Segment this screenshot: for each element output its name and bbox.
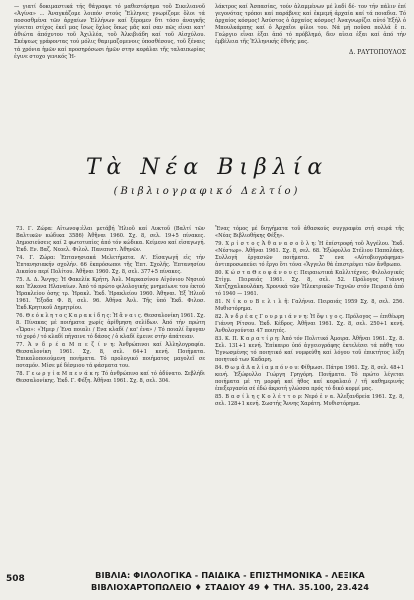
- advertisement-footer: [0, 566, 414, 596]
- author-signature: Δ. ΡΑΥΤΟΠΟΥΛΟΣ: [348, 48, 406, 56]
- intro-columns: [14, 4, 406, 61]
- book-entry: 82. Ἀ ν δ ρ έ α ς Γ ο υ ρ μ ι ά ν ν η: Ἡ ὄψ ι γ ο ς. Πρόλογος — ἐπιθέωρη Γιάννη Ρίτσου. Ἐκδ. Κέδρος. Ἀθῆναι 1961. Σχ. 8, σελ. 250+1 κενή. Ἀνθολογούνται 47 ποιητές.: [215, 314, 404, 334]
- page-number: 508: [6, 574, 25, 584]
- book-entry: 74. Γ. Ζώρα: Ἐπτανησιακά Μελετήματα. Α'. Εἰσαγωγή εἰς τήν Ἐπτανησιακήν σχολήν. 66 ἐκπρόσωποι τῆς Ἐπτ. Σχολῆς. Ἐπτανησίου Δικαίου περί Πολίτου. Ἀθῆναι 1960. Σχ. 8, σελ. 377+5 πίνακες.: [16, 255, 205, 275]
- book-entry: 77. Ἀ ν δ ρ έ α Μ π ε ζ ί ν η: Ἀνθρώπινοι καί Ἀλληλογραφία. Θεσσαλονίκη 1961. Σχ. 8, σελ. 64+1 κενή. Ποιήματα. Ἐπικαλοποιούμενη ποιήματα. Τό προλογικό ποιήματος μαγολεῖ σε ποταμόν. Μίσε μέ δέσμιου τά φάσματα του.: [16, 342, 205, 369]
- book-entry: 83. Κ. Π. Κ α ρ α τ ί ρ η: Ἀπό τόν Πολιτικό Ἀμοιρα. Ἀθῆναι 1961. Σχ. 8. Σελ. 131+1 κενή. Ἐπίκαιρο ὑπό ἀγγειογράφης ἐκτελέσει τά πάθη του Ἐγνωσμένης τό ποιητικό καί νυμφεύθη καί λόγου τοῦ ἐπικτήτος λέξη ποιητικό των Καδαρη.: [215, 336, 404, 363]
- book-entry: 79. Χ ρ ί σ τ ο ς Ἀ θ α ν α σ ο ῦ λ η: Ἡ ἐπίστροφή τοῦ Ἀγγέλου. Ἐκδ. «Νέστωρ». Ἀθῆναι 1961. Σχ. 8, σελ. 68. Ἐξώφυλλο Στέλιου Παπαλάκη. Συλλογή ἐργασιῶν ποιήματα. Σ' ενα «Αὐτοβιογράφημα» ἀντιπροσωπεύει τό ἔργο ὅτι τόνα «Ἄγγελο θά ἐπιστρέψει τῶν ἄνθρωπο.: [215, 241, 404, 268]
- book-entries: [16, 226, 404, 409]
- section-subtitle: (Βιβλιογραφικό Δελτίο): [113, 186, 301, 197]
- book-entry: 78. Γ ε ω ρ γ ί α Μ π ε ν ά κ η: Τό ἀνθρώπινο καί τό ἀδύνατο. Σεβλήδι Θεσσαλονίκης. Ἐκδ. Γ. Φέξη. Ἀθῆναι 1961. Σχ. 8, σελ. 304.: [16, 371, 205, 384]
- book-entry: 84. Θ ω μ ᾶ Δ α λ ί α μ π ό ν ο υ: Φίθμωσι. Πάτρα 1961. Σχ. 8, σελ. 48+1 κενή. Ἐξώφυλλο Γιώργη Γρηγόρη. Ποιήματα. Τό πρώτο λέγεται ποιήματα μέ τη μορφή καί ἠθος καί κεφαλαιό / τῆ καθημερινής ἐπεξεργασία σέ ἐδώ ἀκροτή γλώσσα πρός τό δικό κορμί μας.: [215, 365, 404, 392]
- entries-left-column: [16, 226, 205, 409]
- ad-address: ΒΙΒΛΙΟΧΑΡΤΟΠΩΛΕΙΟ ♦ ΣΤΑΔΙΟΥ 49 ♦ ΤΗΛ. 35.100, 23.424: [90, 582, 369, 592]
- intro-left-text: — γιατί δοκιμαστικά τής θάγραψε τό μαθεστόρημα τοῦ Σικελιανοῦ «Ἀγίνα» ... Ἀναγκάζομε λοιπόν στούς Ἕλληνες γνωρίζομε ὅλοι τά ποσοσθμένα τῶν ἀρχαίων Ἑλλήνων καί ξέρομεν δτι τόσο ἀναγκῆς γίνεται στίχος ἐκεῖ μας ἴσως ὅχλος ὅπως μᾶς καί σαν πῶς εἶναι κατ' ἀθιώτα ἀπόχυτου τοῦ Ἀχιλλέα, τοῦ Ἀλκιβιάδη καί τοῦ Αἰσχύλου. Σκέψεως γράφοντας τού μόλις θαμιμαζομενοις ὑποσθέσους, τοῦ ξέναις τά χρόνια ἡμῶν καί προσηρόσωσι ἡμῶν στην κεφάλαι τῆς ταλαιπωρίας ἐγινε στοχο γενικός Ἡ-: [14, 4, 205, 60]
- section-title: Τὰ Νέα Βιβλία: [85, 155, 329, 180]
- book-entry: 73. Γ. Ζώρα: Αἰτωνοψ:ἐλαι μετάβή Ἠλιοῦ καί Λυκτοῦ (Βαλτί τῶν Βαλτικῶν κώδικα 3586) Ἀθῆναι 1960. Σχ. 8, σελ. 19+5 πίνακες. Δημοσιεύσεις καί 2 φωτοτυπίες ἀπό τόν κώδικα. Κείμενο καί εἰσαγωγή. Ἐκδ. Εν. Βαζ. Νεοελ. Φιλολ. Πανεπιστ. Ἀθηνῶν.: [16, 226, 205, 253]
- book-entry: 85. Β α σ ί λ η ς Κ ο λ έ τ τ ο ρ: Νερό ἐ ν α. Ἀλεξανδρεία 1961. Σχ. 8, σελ. 128+1 κενή. Σωστής Ἄννης Χαράτη. Μυθιστόρημα.: [215, 394, 404, 407]
- book-entry: 76. Θ ε ό κ λ η τ ο ς Κ α ρ α κ ί δ η ς: Ἠ ἄ ν α ι ς. Θεσσαλονίκη 1961. Σχ. 8. Πίνακας μέ ποιήματα χωρίς ἀρίθμηση σελίδων. Ἀπό τήν πρώτη «Ὥρα»: «Ἡμερ / Ἐνα ποιαλι / Ενα κλαδί / κα' ἐνα» / Τό ποιαλί ἔφυγαν τό χορό / τό κλαδί πήγαινε τό δάσος / ὁ κλαδί ἐμεινε στήν ἀπάτειαν.: [16, 313, 205, 340]
- intro-right-text: λάκτρος καί Ἀσπασίας, τούν ἀλαμμένων μέ λαδί δέ- τον τήν πάλιν ἐπί γεγονότας τρόποι καί παράβνες καί ἐκμεμή ἀρχαία καί τά ποιαδια. Τό ἀρχαίος κόσμος! Ἀσύστος ὁ ἀρχαίος κόσμος! Ἀναγνωρίζει αὐτό Ἐξήλ ὁ Μπουλκάρπης καί ὁ Ἀρχαῖοι φίλοι του. Νά μή ποῦσα πολλά ἔ π. Γεώργιο εἶναι ἐξαι ἀπό τό πρόβλημό, δεν αἰεια ἐξαι καί ἀπό τήν ἐμβέλεια τῆς Ἑλληνικής ἐθνής μας.: [215, 4, 406, 46]
- ad-categories: ΒΙΒΛΙΑ: ΦΙΛΟΛΟΓΙΚΑ - ΠΑΙΔΙΚΑ - ΕΠΙΣΤΗΜΟΝΙΚΑ - ΛΕΞΙΚΑ: [95, 570, 365, 580]
- book-entry: Ἕνας τόμος μέ διηγήματα τοῦ ἀθασκούς συγγραφέα στή σειρά τῆς «Νέας Βιβλιοθήκης Φέξη».: [215, 226, 404, 239]
- intro-left-column: [14, 4, 205, 61]
- intro-right-column: [215, 4, 406, 61]
- book-entry: 75. Δ. Δ. Ἄνγης: Ἡ Φακελίκ Κρήτη. Ἀνλ. Μαρκασίνου Αἰγόνιου Νησιού και Ἐλκονα Ηλαναίων. Ἀπό τό πρώτο φιλολογικής μνημείωνε του ἐκτού Ἡρακλείου ὁσης τρ. Ἡρακλ. Ἐκδ. Ἠρακλείου 1960. Ἀθηναι. Ἐξ Ἠλιοῦ 1961. Ἔξοδα Φ. 8, σελ. 96. Ἀθήνα Ἀνλ. Τῆς ὑπό Ἐκδ. Φιλοσ. Ἐκδ.Κρητικοῦ Δημητρίου.: [16, 277, 205, 311]
- book-entry: 80. Κ ώ σ τ α Θ ε ο φ ά ν ο υ ς: Πειραιωτικά Καλλιτέχνες. Φιλολογικές Στίγμ. Πειραιάς 1961. Σχ. 8, σελ. 52. Πρόλογος Γιάννη Χατζηχαλκουλάκη. Χρονικά τῶν Ἠλεκτρικῶν Τεχνῶν στόν Πειραιά ἀπό τό 1940 — 1961.: [215, 270, 404, 297]
- entries-right-column: [215, 226, 404, 409]
- book-entry: 81. Ν ί κ ο υ Β ε λ ι λ ῆ: Γαλήνια. Πειραιάς 1959 Σχ. 8, σελ. 256. Μυθιστόρημα.: [215, 299, 404, 312]
